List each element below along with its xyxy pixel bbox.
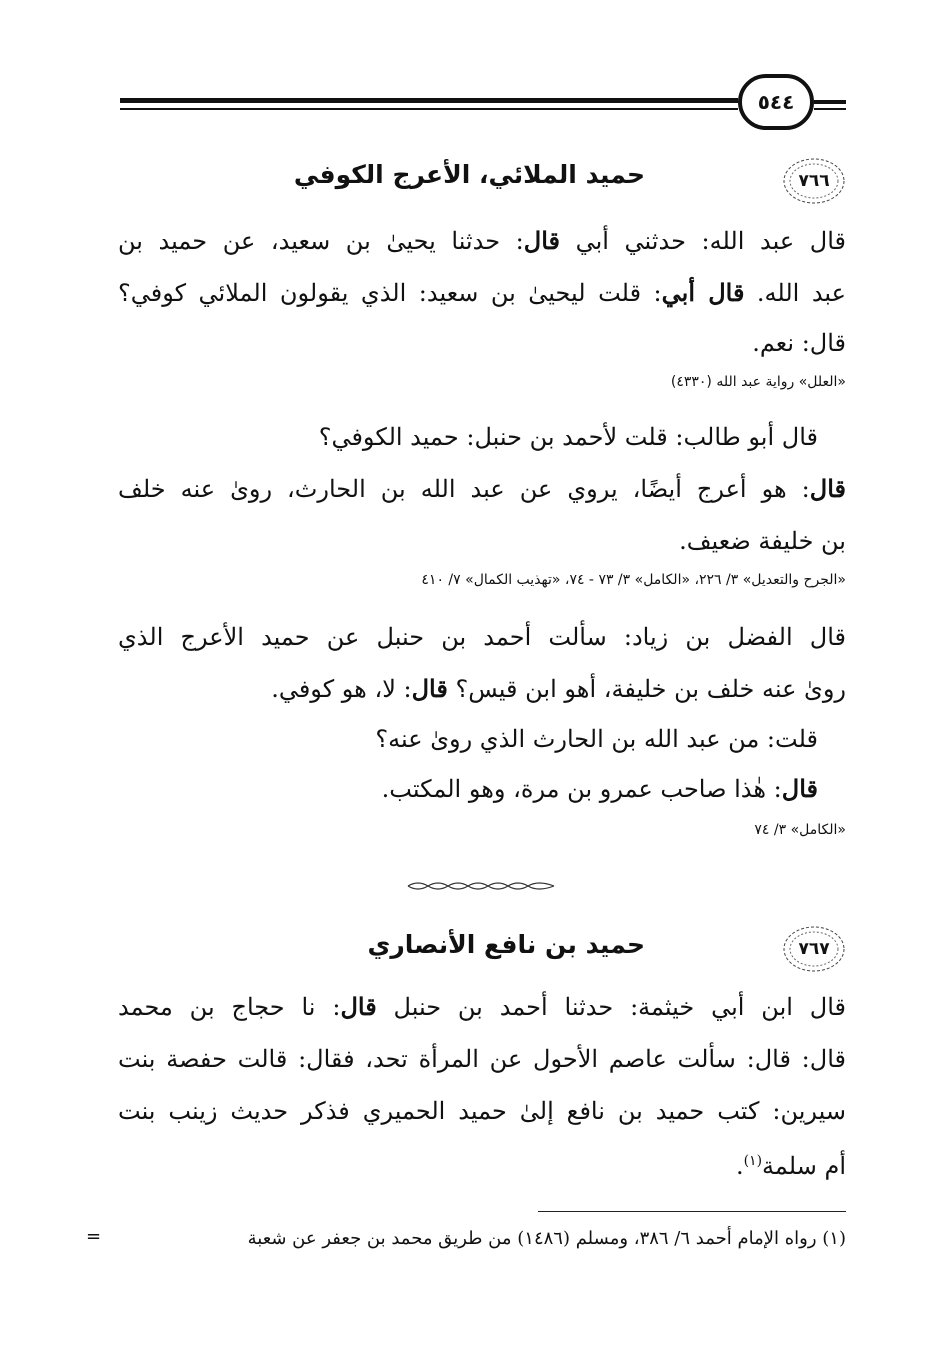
- entry-number-rosette: [782, 924, 846, 974]
- section-divider-ornament-icon: [406, 880, 556, 892]
- source-citation: «العلل» رواية عبد الله (٤٣٣٠): [670, 374, 846, 390]
- text-line: قال: قال: سألت عاصم الأحول عن المرأة تحد، فقال: قالت حفصة بنت: [118, 1045, 846, 1073]
- text-line: قال ابن أبي خيثمة: حدثنا أحمد بن حنبل قال: نا حجاج بن محمد: [118, 992, 846, 1021]
- text-line: بن خليفة ضعيف.: [679, 527, 846, 555]
- footnote-marker[interactable]: (١): [743, 1153, 763, 1169]
- text-line: قال أبو طالب: قلت لأحمد بن حنبل: حميد الكوفي؟: [318, 423, 818, 451]
- header-rule-thick: [120, 98, 738, 103]
- text-line: قلت: من عبد الله بن الحارث الذي روىٰ عنه؟: [375, 725, 818, 753]
- entry-number-rosette: [782, 156, 846, 206]
- text-line: قال: هٰذا صاحب عمرو بن مرة، وهو المكتب.: [381, 774, 818, 803]
- text-line: قال عبد الله: حدثني أبي قال: حدثنا يحيىٰ بن سعيد، عن حميد بن: [118, 226, 846, 255]
- text-line: أم سلمة$^{(١)}$.: [735, 1152, 846, 1180]
- text-line: قال: نعم.: [752, 329, 846, 357]
- text-line: عبد الله. قال أبي: قلت ليحيىٰ بن سعيد: الذي يقولون الملائي كوفي؟: [118, 278, 846, 307]
- text-line: قال: هو أعرج أيضًا، يروي عن عبد الله بن الحارث، روىٰ عنه خلف: [118, 474, 846, 503]
- header-rule-thin: [120, 108, 738, 110]
- page-number: ٥٤٤: [738, 74, 814, 130]
- footnote-text: (١) رواه الإمام أحمد ٦/ ٣٨٦، ومسلم (١٤٨٦) من طريق محمد بن جعفر عن شعبة: [247, 1228, 846, 1249]
- entry-number: ٧٦٧: [798, 939, 830, 959]
- footnote-rule: [538, 1211, 846, 1212]
- header-rule-right: [814, 100, 846, 104]
- text-line: روىٰ عنه خلف بن خليفة، أهو ابن قيس؟ قال: لا، هو كوفي.: [271, 674, 846, 703]
- text-line: سيرين: كتب حميد بن نافع إلىٰ حميد الحميري فذكر حديث زينب بنت: [118, 1097, 846, 1125]
- text-line: قال الفضل بن زياد: سألت أحمد بن حنبل عن حميد الأعرج الذي: [118, 623, 846, 651]
- entry-title: حميد بن نافع الأنصاري: [367, 930, 645, 959]
- entry-number: ٧٦٦: [798, 171, 830, 191]
- source-citation: «الكامل» ٣/ ٧٤: [754, 822, 846, 838]
- entry-title: حميد الملائي، الأعرج الكوفي: [293, 160, 645, 189]
- header-rule-right-thin: [814, 108, 846, 110]
- source-citation: «الجرح والتعديل» ٣/ ٢٢٦، «الكامل» ٣/ ٧٣ - ٧٤، «تهذيب الكمال» ٧/ ٤١٠: [421, 572, 846, 588]
- footnote-continuation-mark: =: [86, 1226, 102, 1247]
